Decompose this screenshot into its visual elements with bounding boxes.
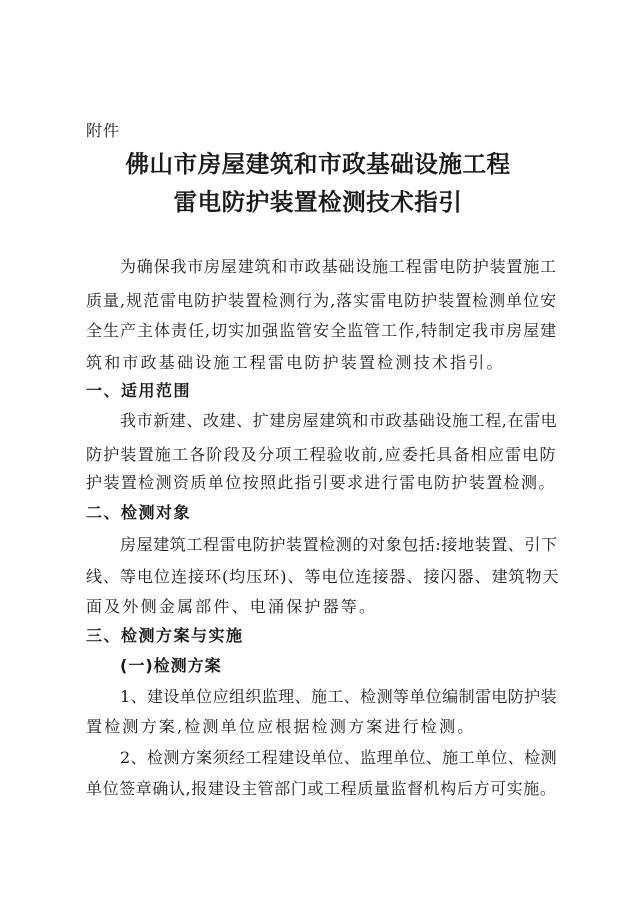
- section-1-line: 防护装置施工各阶段及分项工程验收前,应委托具备相应雷电防: [86, 445, 557, 464]
- section-3-line: 单位签章确认,报建设主管部门或工程质量监督机构后方可实施。: [86, 779, 557, 798]
- section-heading-scope: 一、适用范围: [86, 381, 192, 400]
- section-heading-plan: 三、检测方案与实施: [86, 626, 244, 645]
- section-1-line: 我市新建、改建、扩建房屋建筑和市政基础设施工程,在雷电: [120, 411, 558, 430]
- section-heading-objects: 二、检测对象: [86, 503, 192, 522]
- subsection-heading-plan: (一)检测方案: [120, 656, 222, 675]
- intro-line: 全生产主体责任,切实加强监管安全监管工作,特制定我市房屋建: [86, 321, 558, 340]
- document-title-line-1: 佛山市房屋建筑和市政基础设施工程: [125, 150, 511, 178]
- section-2-line: 面及外侧金属部件、电涌保护器等。: [86, 597, 378, 616]
- intro-line: 质量,规范雷电防护装置检测行为,落实雷电防护装置检测单位安: [86, 291, 558, 310]
- document-title-line-2: 雷电防护装置检测技术指引: [173, 188, 463, 216]
- section-2-line: 房屋建筑工程雷电防护装置检测的对象包括:接地装置、引下: [120, 535, 558, 554]
- intro-line: 筑和市政基础设施工程雷电防护装置检测技术指引。: [86, 353, 505, 372]
- section-3-line: 置检测方案,检测单位应根据检测方案进行检测。: [86, 717, 476, 736]
- section-2-line: 线、等电位连接环(均压环)、等电位连接器、接闪器、建筑物天: [86, 567, 560, 586]
- intro-line: 为确保我市房屋建筑和市政基础设施工程雷电防护装置施工: [120, 257, 557, 276]
- section-3-line: 1、建设单位应组织监理、施工、检测等单位编制雷电防护装: [120, 687, 557, 706]
- section-3-line: 2、检测方案须经工程建设单位、监理单位、施工单位、检测: [120, 748, 557, 767]
- attachment-label: 附件: [86, 121, 121, 140]
- section-1-line: 护装置检测资质单位按照此指引要求进行雷电防护装置检测。: [86, 473, 556, 492]
